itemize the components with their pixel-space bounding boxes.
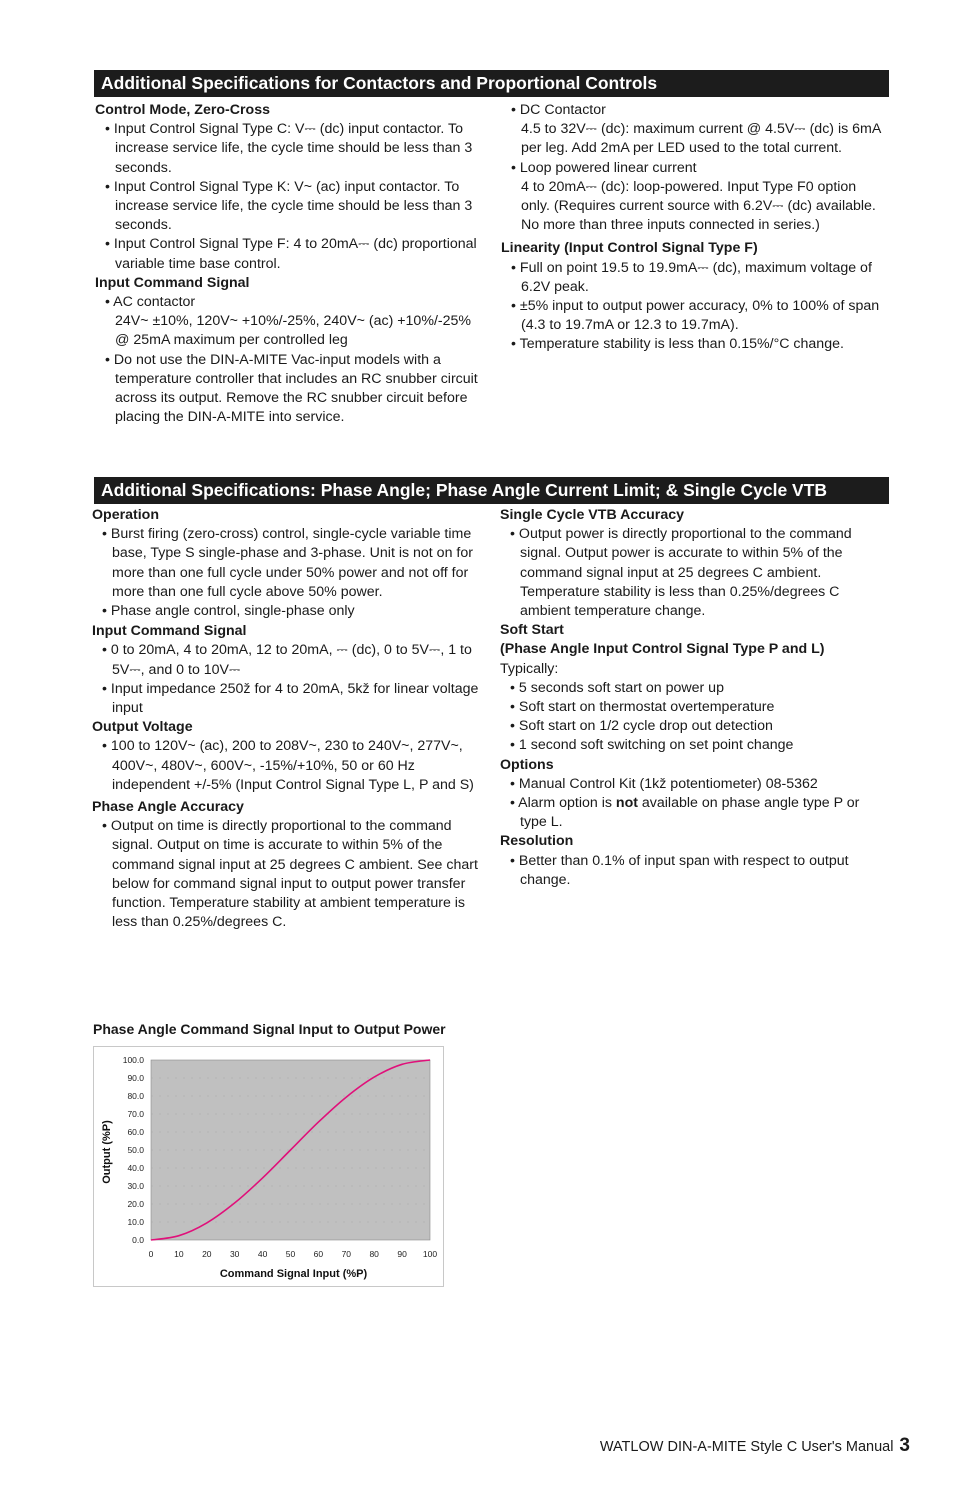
bullet-output-voltage: • 100 to 120V~ (ac), 200 to 208V~, 230 to 240V~, 277V~, 400V~, 480V~, 600V~, -15%/+10%, 50 or 60 Hz independent +/-5% (Input Control Signal Type L, P and S) [102,738,474,793]
section-1-right-column [501,101,881,355]
bullet-dc-contactor: • DC Contactor [511,102,606,118]
ac-contactor-detail: 24V~ ±10%, 120V~ +10%/-25%, 240V~ (ac) +10%/-25% @ 25mA maximum per controlled leg [115,313,472,349]
bullet-soft-start-dropout: • Soft start on 1/2 cycle drop out detection [510,718,773,735]
alarm-option-emphasis: not [615,795,638,812]
y-tick-label: 60.0 [127,1127,144,1137]
x-axis-label: Command Signal Input (%P) [219,1268,368,1280]
heading-input-command-signal-2: Input Command Signal [92,623,247,640]
typically-label: Typically: [500,660,559,677]
y-tick-label: 50.0 [127,1145,144,1155]
x-tick-label: 70 [341,1249,352,1259]
page-number: 3 [899,1435,910,1456]
bullet-soft-switching: • 1 second soft switching on set point change [510,737,794,754]
y-axis-label: Output (%P) [101,1120,113,1184]
y-tick-label: 0.0 [132,1235,144,1245]
bullet-rc-snubber-warning: • Do not use the DIN-A-MITE Vac-input models with a temperature controller that includes an RC snubber circuit across its output. Remove the RC snubber circuit before placing the DIN-A-MITE into service. [105,351,478,426]
bullet-loop-powered: • Loop powered linear current [511,159,697,176]
bullet-type-f: • Input Control Signal Type F: 4 to 20mA⎓ (dc) proportional variable time base control. [105,236,477,272]
alarm-option-text-a: • Alarm option is [510,795,616,812]
x-tick-label: 90 [397,1249,407,1259]
section-2-left-column [92,506,484,932]
heading-linearity: Linearity (Input Control Signal Type F) [501,240,758,257]
bullet-input-ranges: • 0 to 20mA, 4 to 20mA, 12 to 20mA, ⎓ (dc), 0 to 5V⎓, 1 to 5V⎓, and 0 to 10V⎓ [102,642,472,678]
heading-input-command-signal: Input Command Signal [95,274,250,291]
y-tick-label: 100.0 [122,1055,144,1065]
x-tick-label: 10 [174,1249,184,1259]
heading-output-voltage: Output Voltage [92,719,193,736]
bullet-phase-angle-control: • Phase angle control, single-phase only [102,603,355,620]
section-2-right-column [500,506,885,890]
bullet-temperature-stability: • Temperature stability is less than 0.15%/°C change. [511,336,844,353]
heading-phase-angle-accuracy: Phase Angle Accuracy [92,799,244,816]
bullet-input-impedance: • Input impedance 250ž for 4 to 20mA, 5kž for linear voltage input [102,680,479,717]
heading-options: Options [500,756,554,773]
heading-soft-start-types: (Phase Angle Input Control Signal Type P and L) [500,641,825,658]
phase-angle-chart [94,1047,445,1288]
bullet-burst-firing: • Burst firing (zero-cross) control, single-cycle variable time base, Type S single-phase and 3-phase. Unit is not on for more than one full cycle under 50% power and not off for more than one full cycle above 50% power. [102,526,473,600]
x-tick-label: 80 [369,1249,379,1259]
dc-contactor-detail: 4.5 to 32V⎓ (dc): maximum current @ 4.5V⎓ (dc) is 6mA per leg. Add 2mA per LED used to the total current. [521,121,881,157]
heading-single-cycle-vtb: Single Cycle VTB Accuracy [500,507,684,523]
bullet-soft-start-power-up: • 5 seconds soft start on power up [510,679,724,696]
section-2-title: Additional Specifications: Phase Angle; Phase Angle Current Limit; & Single Cycle VTB [94,477,889,504]
x-tick-label: 40 [257,1249,268,1259]
heading-soft-start: Soft Start [500,622,564,639]
bullet-power-accuracy: • ±5% input to output power accuracy, 0% to 100% of span (4.3 to 19.7mA or 12.3 to 19.7mA). [511,298,880,334]
y-tick-label: 70.0 [127,1109,144,1119]
y-tick-label: 40.0 [127,1163,144,1173]
y-tick-label: 10.0 [127,1217,144,1227]
x-tick-label: 50 [285,1249,296,1259]
alarm-option-text-b: available on phase angle type P or type L. [520,795,860,831]
footer-text: WATLOW DIN-A-MITE Style C User's Manual [599,1439,894,1455]
bullet-type-k: • Input Control Signal Type K: V~ (ac) input contactor. To increase service life, the cycle time should be less than 3 seconds. [105,178,473,234]
page-footer [600,1436,910,1457]
bullet-alarm-option [500,794,885,832]
bullet-resolution: • Better than 0.1% of input span with respect to output change. [510,852,849,888]
y-tick-label: 80.0 [127,1091,144,1101]
x-tick-label: 30 [229,1249,240,1259]
bullet-ac-contactor: • AC contactor [105,294,196,311]
y-tick-label: 30.0 [127,1181,144,1191]
x-tick-label: 0 [148,1249,154,1259]
section-1-title: Additional Specifications for Contactors and Proportional Controls [94,70,889,97]
bullet-vtb-accuracy: • Output power is directly proportional to the command signal. Output power is accurate to within 5% of the command signal input at 25 degrees C ambient. Temperature stability is less than 0.25%/degrees C ambient temperature change. [510,526,852,620]
heading-operation: Operation [92,507,160,523]
bullet-manual-control-kit: • Manual Control Kit (1kž potentiometer) 08-5362 [510,775,818,792]
bullet-phase-angle-accuracy: • Output on time is directly proportional to the command signal. Output on time is accurate to within 5% of the command signal input at 25 degrees C ambient. See chart below for command signal input to output power transfer function. Temperature stability at ambient temperature is less than 0.25%/degrees C. [102,818,478,931]
x-tick-label: 100 [422,1249,438,1259]
bullet-soft-start-overtemp: • Soft start on thermostat overtemperature [510,699,775,716]
y-tick-label: 20.0 [127,1199,144,1209]
heading-resolution: Resolution [500,833,574,850]
bullet-full-on-point: • Full on point 19.5 to 19.9mA⎓ (dc), maximum voltage of 6.2V peak. [511,259,872,295]
chart-title: Phase Angle Command Signal Input to Output Power [93,1021,446,1037]
y-tick-label: 90.0 [127,1073,144,1083]
bullet-type-c: • Input Control Signal Type C: V⎓ (dc) input contactor. To increase service life, the cycle time should be less than 3 seconds. [105,121,473,176]
x-tick-label: 60 [313,1249,324,1259]
heading-control-mode: Control Mode, Zero-Cross [95,102,270,118]
x-tick-label: 20 [202,1249,212,1259]
section-1-left-column [95,101,485,427]
chart-frame [93,1046,444,1287]
loop-powered-detail: 4 to 20mA⎓ (dc): loop-powered. Input Type F0 option only. (Requires current source with 6.2V⎓ (dc) available. No more than three inputs connected in series.) [521,178,876,234]
